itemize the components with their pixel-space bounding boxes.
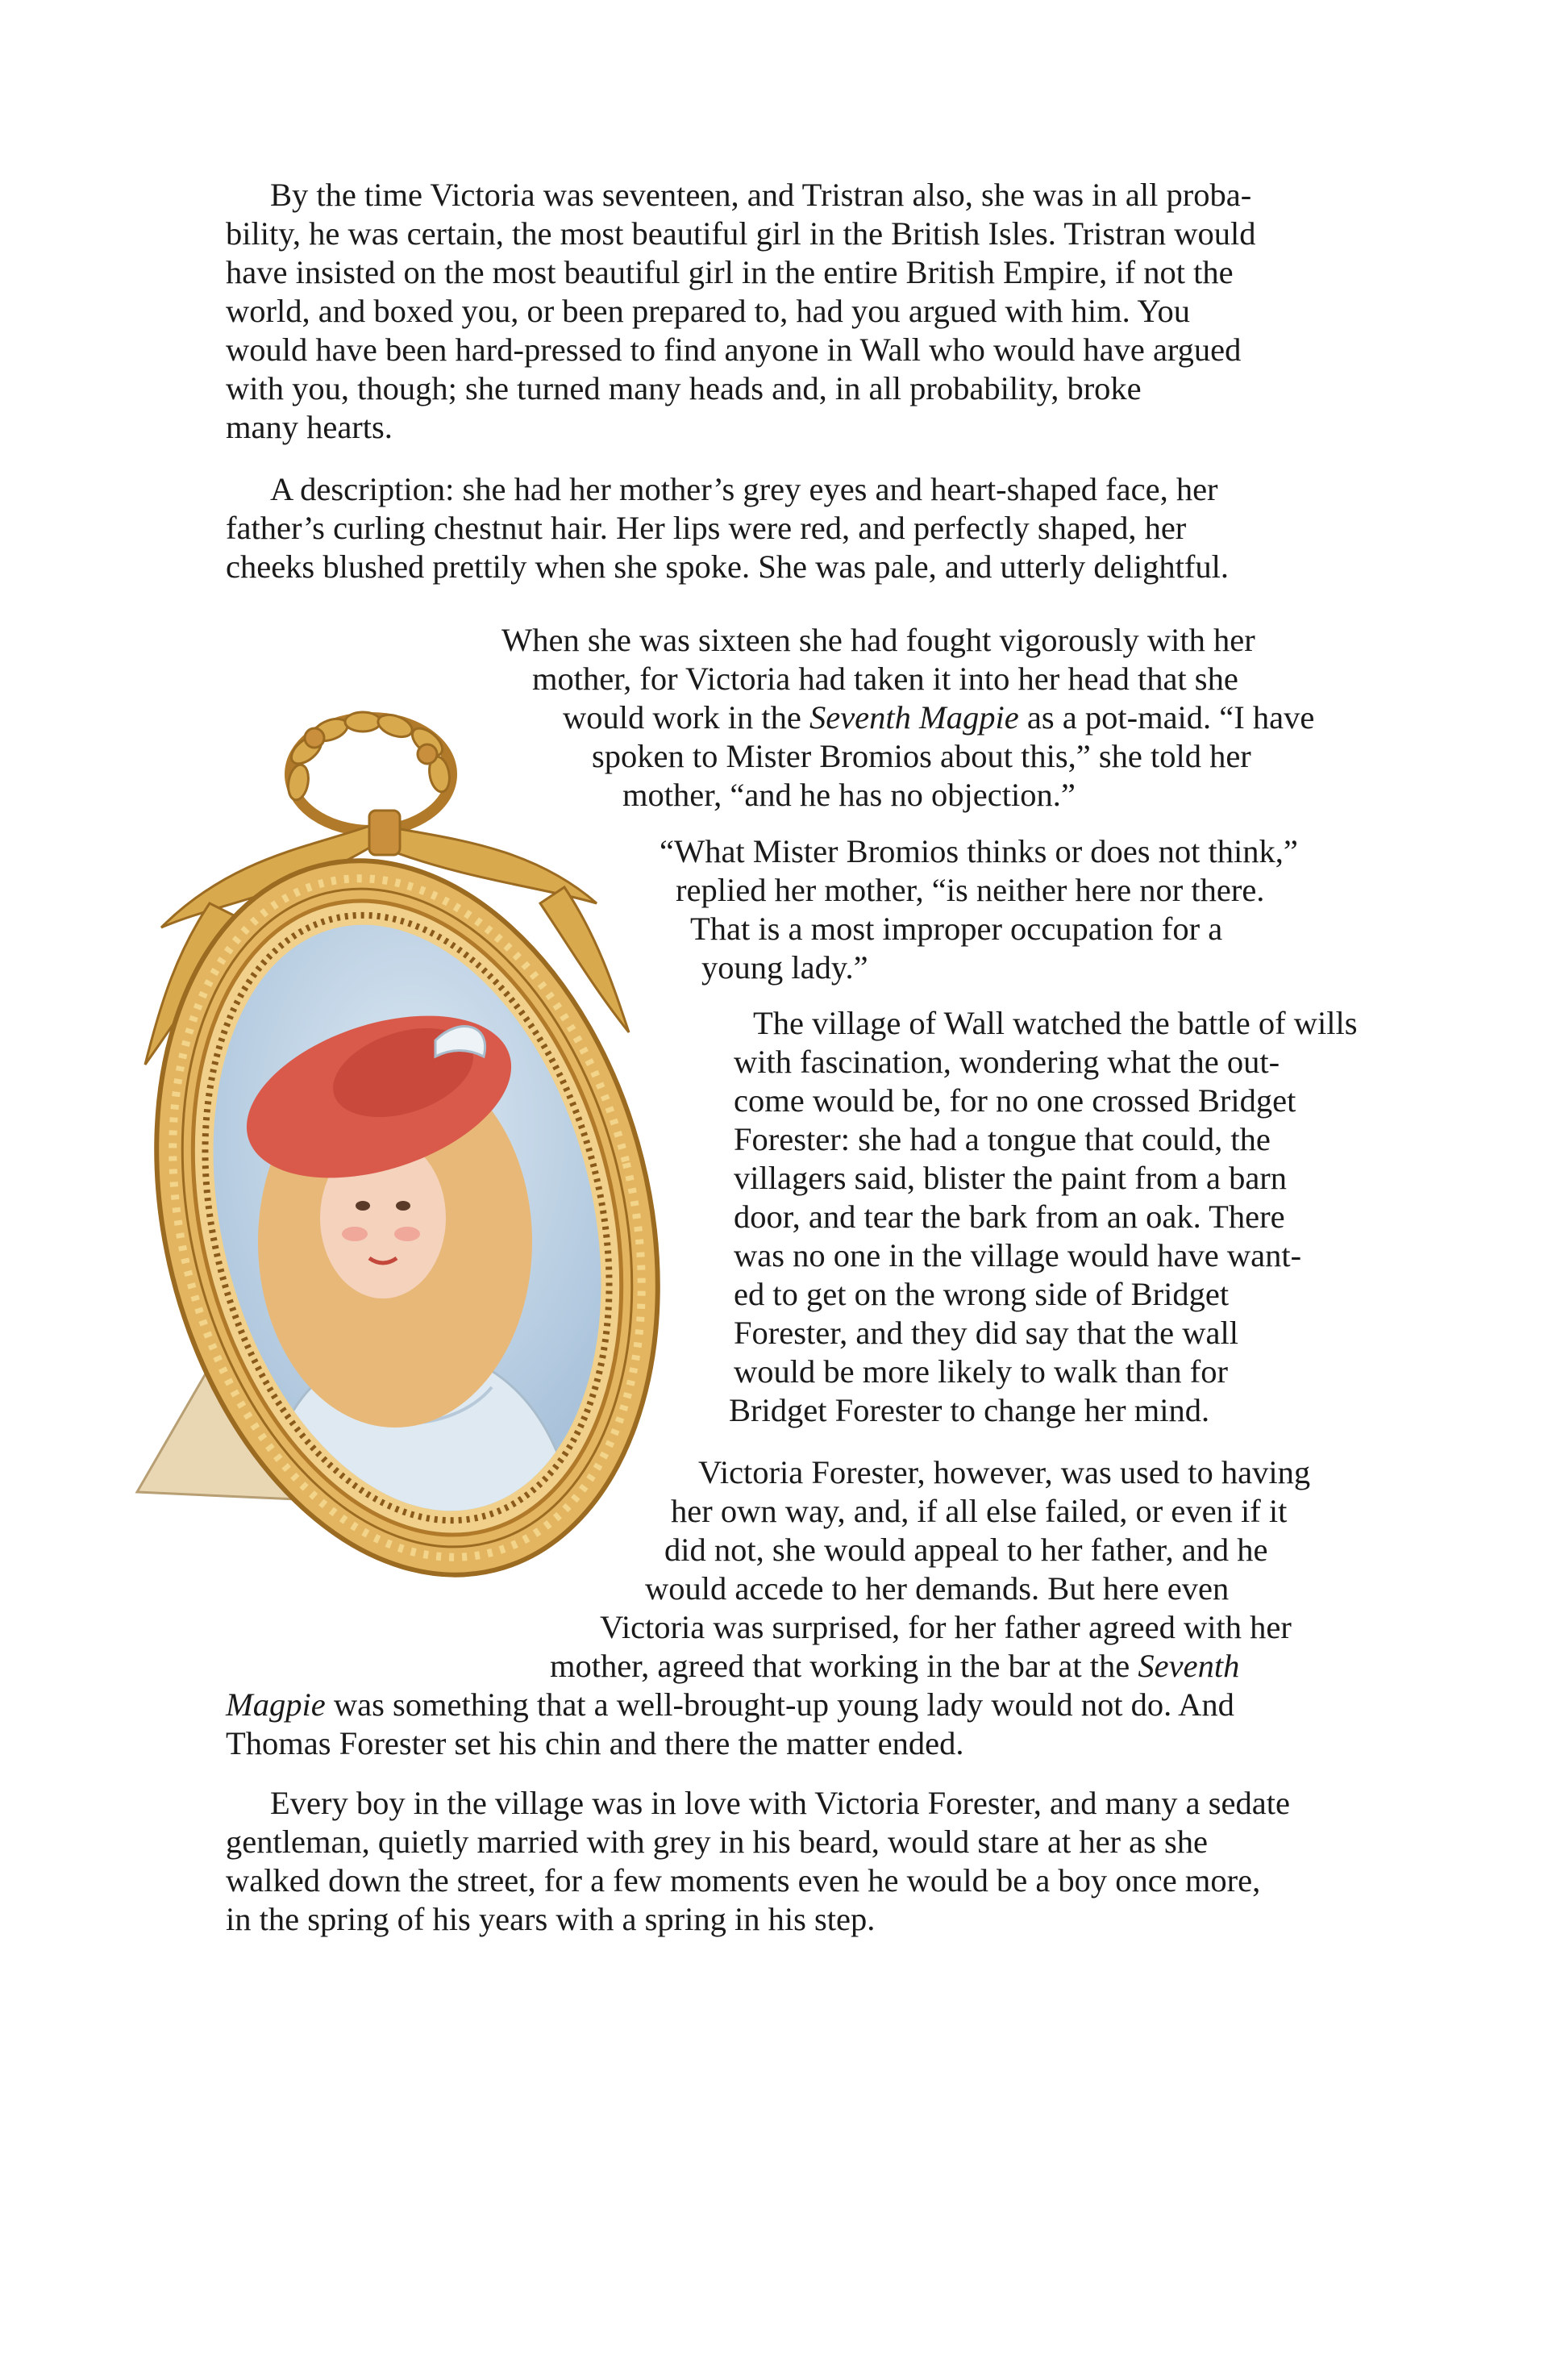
text-line: spoken to Mister Bromios about this,” she told her: [592, 738, 1251, 774]
text-line: her own way, and, if all else failed, or even if it: [671, 1493, 1288, 1529]
paragraph-7: [226, 1784, 1338, 1939]
text-line: would have been hard-pressed to find anyone in Wall who would have argued: [226, 331, 1242, 368]
paragraph-3: [501, 621, 1315, 815]
text-line: [550, 1647, 1338, 1686]
paragraph-1: [226, 176, 1338, 447]
text-line: replied her mother, “is neither here nor there.: [676, 872, 1265, 908]
text-line: villagers said, blister the paint from a barn: [734, 1160, 1288, 1196]
text-line: many hearts.: [226, 409, 393, 445]
text-line: Victoria Forester, however, was used to having: [698, 1454, 1311, 1490]
text-line: Forester: she had a tongue that could, the: [734, 1121, 1271, 1157]
text-line: with fascination, wondering what the out-: [734, 1044, 1280, 1080]
text-line: A description: she had her mother’s grey eyes and heart-shaped face, her: [270, 471, 1218, 507]
text-line: gentleman, quietly married with grey in his beard, would stare at her as she: [226, 1824, 1209, 1860]
paragraph-4: [660, 832, 1338, 987]
text-line: world, and boxed you, or been prepared to, had you argued with him. You: [226, 293, 1191, 329]
text-line: [226, 1686, 1338, 1724]
text-line: was no one in the village would have want-: [734, 1237, 1302, 1273]
text-line: in the spring of his years with a spring in his step.: [226, 1901, 876, 1937]
text-fragment: as a pot-maid. “I have: [1026, 699, 1315, 736]
text-line: mother, for Victoria had taken it into her head that she: [532, 661, 1238, 697]
text-line: Every boy in the village was in love with Victoria Forester, and many a sedate: [270, 1785, 1290, 1821]
text-line: walked down the street, for a few moments even he would be a boy once more,: [226, 1862, 1261, 1899]
text-line: young lady.”: [701, 949, 868, 986]
text-fragment: mother, agreed that working in the bar at the: [550, 1648, 1130, 1684]
paragraph-2: [226, 470, 1338, 586]
text-fragment: would work in the: [563, 699, 801, 736]
text-line: ed to get on the wrong side of Bridget: [734, 1276, 1230, 1312]
text-line: Bridget Forester to change her mind.: [729, 1392, 1210, 1428]
text-line: did not, she would appeal to her father, and he: [664, 1532, 1268, 1568]
text-line: have insisted on the most beautiful girl in the entire British Empire, if not the: [226, 254, 1234, 290]
text-line: When she was sixteen she had fought vigorously with her: [501, 622, 1255, 658]
text-line: would accede to her demands. But here even: [645, 1570, 1230, 1607]
text-line: Thomas Forester set his chin and there the matter ended.: [226, 1725, 964, 1761]
text-line: come would be, for no one crossed Bridget: [734, 1082, 1296, 1119]
italic-title: Seventh Magpie: [809, 699, 1019, 736]
text-line: Forester, and they did say that the wall: [734, 1315, 1238, 1351]
text-line: By the time Victoria was seventeen, and Tristran also, she was in all proba-: [270, 177, 1252, 213]
text-line: The village of Wall watched the battle of wills: [753, 1005, 1358, 1041]
text-line: Victoria was surprised, for her father agreed with her: [600, 1609, 1292, 1645]
text-line: “What Mister Bromios thinks or does not think,”: [660, 833, 1298, 869]
text-line: door, and tear the bark from an oak. There: [734, 1198, 1285, 1235]
text-line: with you, though; she turned many heads and, in all probability, broke: [226, 370, 1142, 406]
text-line: would be more likely to walk than for: [734, 1353, 1228, 1390]
text-line: mother, “and he has no objection.”: [622, 777, 1076, 813]
laurel-wreath: [285, 711, 452, 831]
text-line: father’s curling chestnut hair. Her lips were red, and perfectly shaped, her: [226, 510, 1187, 546]
italic-title: Seventh: [1138, 1648, 1240, 1684]
text-fragment: was something that a well-brought-up young lady would not do. And: [333, 1686, 1234, 1723]
text-line: That is a most improper occupation for a: [690, 911, 1223, 947]
text-line: cheeks blushed prettily when she spoke. She was pale, and utterly delightful.: [226, 548, 1229, 585]
paragraph-6: [226, 1453, 1338, 1763]
text-line: [563, 698, 1315, 737]
paragraph-5: [729, 1004, 1358, 1430]
italic-title: Magpie: [226, 1686, 326, 1723]
text-line: bility, he was certain, the most beautiful girl in the British Isles. Tristran would: [226, 215, 1256, 252]
